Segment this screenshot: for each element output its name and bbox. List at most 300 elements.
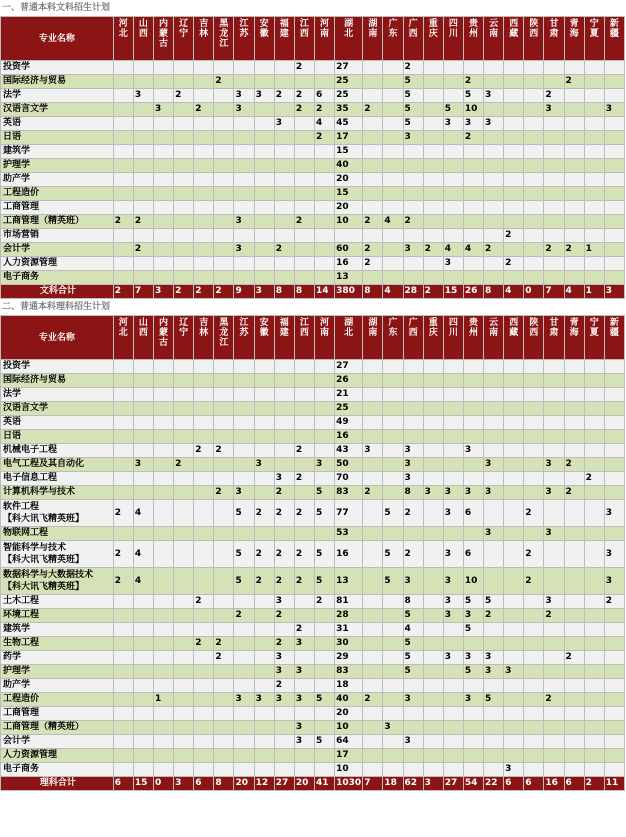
quota-cell — [504, 527, 524, 541]
quota-cell — [274, 749, 294, 763]
quota-cell: 5 — [463, 623, 483, 637]
quota-cell: 10 — [463, 568, 483, 595]
quota-cell: 5 — [234, 500, 254, 527]
quota-cell — [564, 388, 584, 402]
total-cell: 7 — [363, 777, 383, 791]
quota-cell — [174, 131, 194, 145]
quota-cell — [234, 444, 254, 458]
quota-cell — [423, 623, 443, 637]
quota-cell — [234, 145, 254, 159]
quota-cell — [254, 187, 274, 201]
quota-cell — [214, 693, 234, 707]
quota-cell — [174, 145, 194, 159]
quota-cell — [584, 145, 604, 159]
quota-cell: 49 — [335, 416, 363, 430]
total-cell: 12 — [254, 777, 274, 791]
total-cell: 15 — [133, 777, 153, 791]
quota-cell — [423, 131, 443, 145]
table-row — [1, 568, 625, 595]
quota-cell — [363, 229, 383, 243]
quota-cell — [254, 472, 274, 486]
quota-cell: 3 — [484, 89, 504, 103]
quota-cell: 3 — [463, 693, 483, 707]
quota-cell — [274, 458, 294, 472]
quota-cell: 2 — [274, 541, 294, 568]
quota-cell — [584, 651, 604, 665]
quota-cell — [463, 749, 483, 763]
quota-cell — [584, 500, 604, 527]
quota-cell — [294, 763, 314, 777]
quota-cell — [403, 173, 423, 187]
quota-cell — [234, 430, 254, 444]
quota-cell — [214, 388, 234, 402]
quota-cell: 4 — [463, 243, 483, 257]
quota-cell — [254, 388, 274, 402]
quota-cell — [254, 257, 274, 271]
quota-cell — [194, 763, 214, 777]
quota-cell — [564, 374, 584, 388]
quota-cell — [194, 541, 214, 568]
quota-cell — [194, 75, 214, 89]
quota-cell: 2 — [274, 500, 294, 527]
quota-cell — [403, 388, 423, 402]
quota-cell — [604, 201, 624, 215]
quota-cell: 1 — [153, 693, 173, 707]
quota-cell — [564, 215, 584, 229]
quota-cell — [443, 374, 463, 388]
quota-cell: 3 — [294, 665, 314, 679]
quota-cell — [604, 374, 624, 388]
quota-cell — [214, 721, 234, 735]
quota-cell — [564, 568, 584, 595]
major-name-cell: 软件工程 【科大讯飞精英班】 — [1, 500, 114, 527]
quota-cell — [604, 679, 624, 693]
quota-cell — [214, 187, 234, 201]
quota-cell: 2 — [113, 541, 133, 568]
quota-cell — [214, 568, 234, 595]
quota-cell — [174, 609, 194, 623]
quota-cell — [254, 131, 274, 145]
quota-cell — [383, 75, 403, 89]
quota-cell — [463, 187, 483, 201]
quota-cell — [274, 173, 294, 187]
quota-cell — [194, 360, 214, 374]
quota-cell — [383, 374, 403, 388]
quota-cell — [423, 735, 443, 749]
province-column-header: 广 西 — [403, 17, 423, 61]
quota-cell: 3 — [403, 243, 423, 257]
quota-cell: 2 — [294, 444, 314, 458]
quota-cell — [153, 527, 173, 541]
quota-cell — [363, 117, 383, 131]
quota-cell — [383, 735, 403, 749]
quota-cell — [294, 388, 314, 402]
quota-cell: 6 — [314, 89, 334, 103]
quota-cell — [484, 679, 504, 693]
quota-cell — [423, 721, 443, 735]
quota-cell — [194, 458, 214, 472]
quota-cell — [463, 735, 483, 749]
total-cell: 2 — [584, 777, 604, 791]
quota-cell — [584, 61, 604, 75]
quota-cell — [113, 665, 133, 679]
major-name-cell: 投资学 — [1, 61, 114, 75]
quota-cell — [174, 500, 194, 527]
quota-cell — [153, 243, 173, 257]
quota-cell — [584, 117, 604, 131]
quota-cell — [254, 430, 274, 444]
quota-cell — [463, 388, 483, 402]
quota-cell — [174, 61, 194, 75]
quota-cell: 3 — [274, 472, 294, 486]
quota-cell — [153, 271, 173, 285]
quota-cell — [564, 500, 584, 527]
quota-cell — [423, 527, 443, 541]
province-column-header: 河 北 — [113, 17, 133, 61]
quota-cell — [153, 444, 173, 458]
quota-cell — [113, 360, 133, 374]
quota-cell — [584, 595, 604, 609]
quota-cell — [544, 637, 564, 651]
quota-cell: 3 — [294, 637, 314, 651]
quota-cell — [113, 637, 133, 651]
quota-cell — [524, 402, 544, 416]
major-name-cell: 建筑学 — [1, 145, 114, 159]
table-row — [1, 117, 625, 131]
quota-cell — [274, 388, 294, 402]
quota-cell — [254, 215, 274, 229]
total-cell: 27 — [443, 777, 463, 791]
quota-cell — [133, 651, 153, 665]
quota-cell — [524, 623, 544, 637]
major-column-header: 专业名称 — [1, 17, 114, 61]
quota-cell — [274, 360, 294, 374]
quota-cell — [443, 89, 463, 103]
quota-cell — [524, 679, 544, 693]
quota-cell: 16 — [335, 430, 363, 444]
quota-cell — [113, 388, 133, 402]
quota-cell — [564, 541, 584, 568]
quota-cell — [423, 595, 443, 609]
quota-cell — [564, 637, 584, 651]
quota-cell — [463, 229, 483, 243]
quota-cell — [564, 444, 584, 458]
quota-cell — [153, 595, 173, 609]
quota-cell — [174, 374, 194, 388]
quota-cell — [423, 215, 443, 229]
quota-cell: 3 — [234, 693, 254, 707]
total-cell: 41 — [314, 777, 334, 791]
quota-cell — [294, 257, 314, 271]
major-name-cell: 计算机科学与技术 — [1, 486, 114, 500]
quota-cell — [383, 693, 403, 707]
quota-cell: 3 — [504, 665, 524, 679]
quota-cell: 2 — [274, 609, 294, 623]
table-row — [1, 374, 625, 388]
total-cell: 0 — [524, 285, 544, 299]
quota-cell — [463, 763, 483, 777]
quota-cell: 2 — [564, 75, 584, 89]
quota-cell — [564, 735, 584, 749]
quota-cell — [133, 374, 153, 388]
quota-cell: 3 — [463, 609, 483, 623]
quota-cell: 3 — [274, 595, 294, 609]
quota-cell: 3 — [423, 486, 443, 500]
quota-cell — [214, 735, 234, 749]
total-cell: 6 — [504, 777, 524, 791]
header-row — [1, 17, 625, 61]
quota-cell — [214, 173, 234, 187]
quota-cell — [214, 595, 234, 609]
quota-cell — [504, 388, 524, 402]
quota-cell: 5 — [403, 665, 423, 679]
quota-cell — [524, 271, 544, 285]
quota-cell — [214, 271, 234, 285]
quota-cell — [504, 271, 524, 285]
quota-cell — [133, 623, 153, 637]
quota-cell — [463, 637, 483, 651]
quota-cell — [443, 173, 463, 187]
quota-cell — [403, 229, 423, 243]
quota-cell — [294, 243, 314, 257]
quota-cell — [383, 665, 403, 679]
major-name-cell: 物联网工程 — [1, 527, 114, 541]
table-row — [1, 131, 625, 145]
quota-cell — [604, 75, 624, 89]
quota-cell — [423, 679, 443, 693]
quota-cell — [194, 271, 214, 285]
quota-cell — [194, 651, 214, 665]
quota-cell — [463, 679, 483, 693]
quota-cell — [234, 651, 254, 665]
table-row — [1, 749, 625, 763]
quota-cell — [504, 430, 524, 444]
quota-cell — [564, 623, 584, 637]
quota-cell — [423, 117, 443, 131]
quota-cell — [153, 187, 173, 201]
quota-cell — [314, 637, 334, 651]
quota-cell: 2 — [234, 609, 254, 623]
quota-cell — [544, 735, 564, 749]
quota-cell — [564, 402, 584, 416]
quota-cell — [584, 89, 604, 103]
quota-cell — [383, 131, 403, 145]
quota-cell — [504, 568, 524, 595]
major-name-cell: 法学 — [1, 89, 114, 103]
quota-cell — [604, 229, 624, 243]
quota-cell — [194, 568, 214, 595]
quota-cell: 3 — [294, 721, 314, 735]
total-cell: 8 — [484, 285, 504, 299]
quota-cell — [524, 651, 544, 665]
province-column-header: 福 建 — [274, 17, 294, 61]
quota-cell: 3 — [443, 500, 463, 527]
quota-cell — [153, 749, 173, 763]
quota-cell — [133, 131, 153, 145]
quota-cell — [314, 75, 334, 89]
quota-cell: 4 — [383, 215, 403, 229]
quota-cell — [484, 388, 504, 402]
quota-cell — [113, 243, 133, 257]
quota-cell — [153, 500, 173, 527]
quota-cell: 5 — [463, 89, 483, 103]
quota-cell — [403, 763, 423, 777]
quota-cell — [463, 458, 483, 472]
quota-cell — [174, 749, 194, 763]
quota-cell — [443, 187, 463, 201]
quota-cell — [584, 374, 604, 388]
quota-cell: 10 — [335, 215, 363, 229]
quota-cell — [153, 75, 173, 89]
quota-cell: 5 — [314, 500, 334, 527]
major-name-cell: 环境工程 — [1, 609, 114, 623]
major-name-cell: 工商管理（精英班） — [1, 721, 114, 735]
quota-cell: 3 — [234, 89, 254, 103]
quota-cell — [604, 257, 624, 271]
table-row — [1, 637, 625, 651]
quota-cell — [133, 749, 153, 763]
quota-cell — [443, 623, 463, 637]
quota-cell — [234, 360, 254, 374]
quota-cell: 29 — [335, 651, 363, 665]
quota-cell: 81 — [335, 595, 363, 609]
quota-cell — [194, 173, 214, 187]
quota-cell: 3 — [443, 541, 463, 568]
quota-cell: 5 — [403, 609, 423, 623]
quota-cell — [363, 360, 383, 374]
quota-cell — [274, 416, 294, 430]
quota-cell — [484, 472, 504, 486]
quota-cell — [294, 374, 314, 388]
quota-cell — [214, 131, 234, 145]
table-row — [1, 243, 625, 257]
quota-cell — [214, 665, 234, 679]
quota-cell — [463, 145, 483, 159]
quota-cell — [584, 215, 604, 229]
quota-cell — [484, 145, 504, 159]
quota-cell: 3 — [274, 665, 294, 679]
quota-cell — [153, 159, 173, 173]
quota-cell — [604, 665, 624, 679]
total-cell: 8 — [274, 285, 294, 299]
quota-cell — [383, 416, 403, 430]
quota-cell — [113, 145, 133, 159]
quota-cell — [363, 388, 383, 402]
quota-cell — [403, 430, 423, 444]
quota-cell — [383, 458, 403, 472]
province-column-header: 新 疆 — [604, 17, 624, 61]
quota-cell — [314, 229, 334, 243]
quota-cell — [564, 749, 584, 763]
quota-cell: 2 — [564, 243, 584, 257]
major-name-cell: 药学 — [1, 651, 114, 665]
quota-cell: 4 — [133, 541, 153, 568]
quota-cell — [314, 243, 334, 257]
quota-cell — [113, 623, 133, 637]
quota-cell — [194, 215, 214, 229]
quota-cell — [604, 360, 624, 374]
quota-cell — [363, 568, 383, 595]
table-row — [1, 679, 625, 693]
province-column-header: 内 蒙 古 — [153, 316, 173, 360]
quota-cell — [254, 595, 274, 609]
quota-cell — [133, 416, 153, 430]
quota-cell — [504, 173, 524, 187]
table-row — [1, 693, 625, 707]
quota-cell — [524, 444, 544, 458]
quota-cell — [294, 651, 314, 665]
quota-cell — [274, 707, 294, 721]
quota-cell: 2 — [254, 568, 274, 595]
quota-cell: 3 — [484, 651, 504, 665]
quota-cell — [504, 721, 524, 735]
quota-cell — [133, 665, 153, 679]
quota-cell: 2 — [294, 89, 314, 103]
quota-cell — [194, 472, 214, 486]
quota-cell — [564, 763, 584, 777]
quota-cell — [504, 637, 524, 651]
quota-cell — [524, 458, 544, 472]
quota-cell — [174, 187, 194, 201]
quota-cell — [544, 75, 564, 89]
quota-cell — [363, 735, 383, 749]
quota-cell — [403, 707, 423, 721]
table-row — [1, 735, 625, 749]
quota-cell — [504, 402, 524, 416]
total-cell: 16 — [544, 777, 564, 791]
major-name-cell: 工程造价 — [1, 187, 114, 201]
quota-cell — [584, 707, 604, 721]
quota-cell — [194, 229, 214, 243]
major-name-cell: 日语 — [1, 131, 114, 145]
quota-cell — [544, 679, 564, 693]
quota-cell — [294, 173, 314, 187]
quota-cell — [314, 707, 334, 721]
quota-cell: 3 — [403, 458, 423, 472]
quota-cell — [443, 444, 463, 458]
quota-cell: 83 — [335, 486, 363, 500]
quota-cell: 5 — [403, 637, 423, 651]
quota-cell — [234, 595, 254, 609]
quota-cell — [504, 89, 524, 103]
quota-cell — [153, 402, 173, 416]
quota-cell: 3 — [463, 444, 483, 458]
quota-cell — [423, 707, 443, 721]
quota-cell — [294, 131, 314, 145]
quota-cell — [423, 472, 443, 486]
quota-cell — [584, 229, 604, 243]
quota-cell — [544, 374, 564, 388]
quota-cell — [254, 735, 274, 749]
quota-cell — [564, 430, 584, 444]
quota-cell — [174, 679, 194, 693]
quota-cell — [234, 374, 254, 388]
quota-cell — [214, 609, 234, 623]
quota-cell — [544, 500, 564, 527]
total-label: 文科合计 — [1, 285, 114, 299]
quota-cell — [423, 568, 443, 595]
quota-cell — [113, 430, 133, 444]
quota-cell — [234, 735, 254, 749]
quota-cell — [544, 388, 564, 402]
quota-cell — [544, 215, 564, 229]
quota-cell — [234, 416, 254, 430]
quota-cell: 2 — [314, 103, 334, 117]
province-column-header: 江 西 — [294, 17, 314, 61]
quota-cell — [174, 568, 194, 595]
quota-cell — [484, 271, 504, 285]
quota-cell: 5 — [403, 89, 423, 103]
